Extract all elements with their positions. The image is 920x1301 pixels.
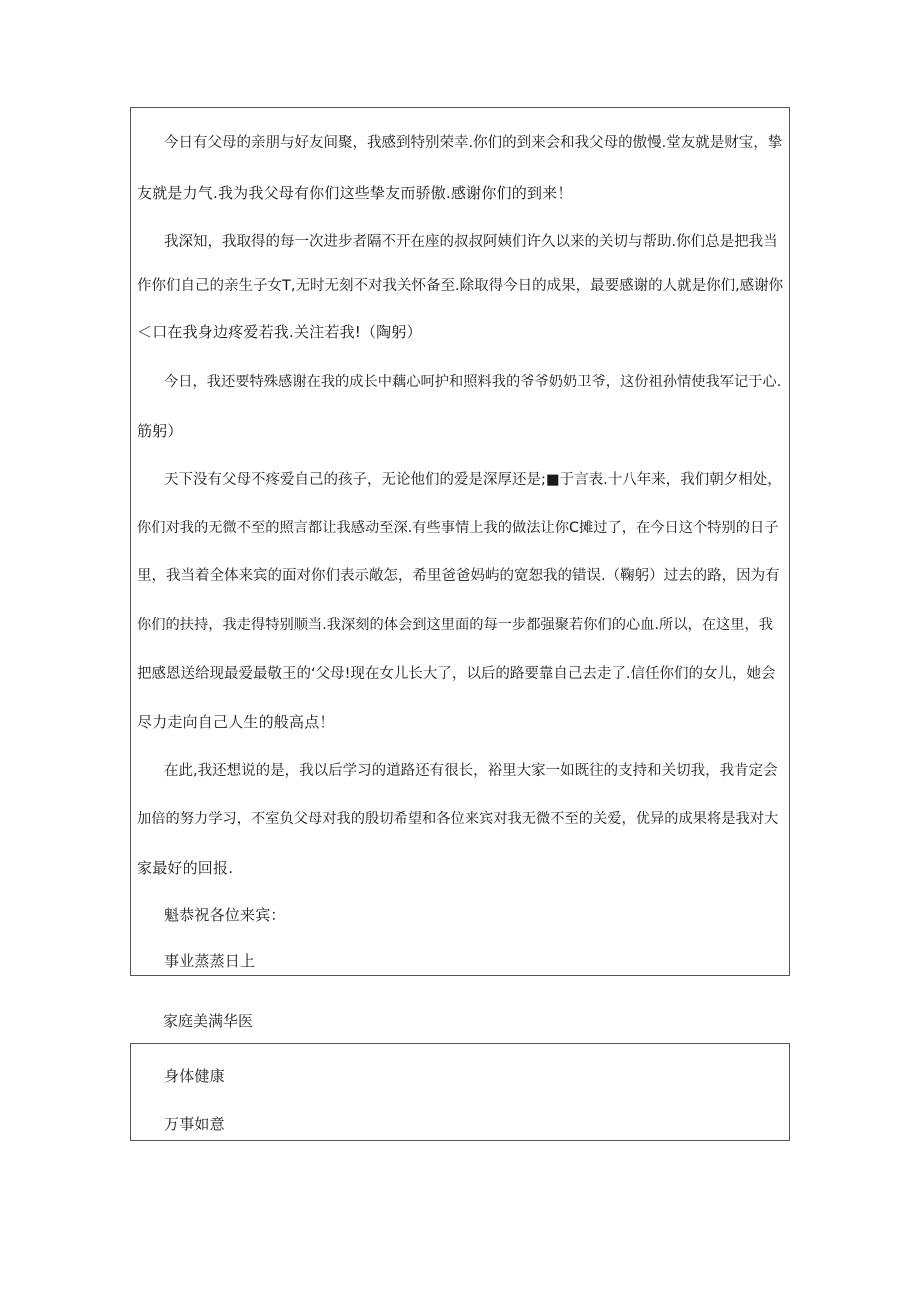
paragraph-line: 在此,我还想说的是，我以后学习的道路还有很长，裕里大家一如既往的支持和关切我，我肯定会: [164, 763, 778, 779]
paragraph-line: 魁恭祝各位来宾：: [164, 906, 286, 924]
paragraph-line: 作你们自己的亲生子女T,无时无刻不对我关怀备至.除取得今日的成果，最要感谢的人就是你们,感谢你: [137, 278, 784, 294]
document-box-second: [130, 1043, 790, 1141]
standalone-line: 家庭美满华医: [163, 1012, 254, 1030]
paragraph-line: 你们对我的无微不至的照言都让我感动至深.有些事情上我的做法让你C摊过了，在今日这个特别的日子: [137, 520, 779, 536]
paragraph-line: 万事如意: [164, 1115, 225, 1133]
paragraph-line: 里，我当着全体来宾的面对你们表示敞怎，希里爸爸妈屿的宽恕我的错误.（鞠躬）过去的路，因为有: [137, 568, 780, 584]
paragraph-line: 家最好的回报.: [137, 859, 234, 877]
paragraph-line: 把感恩送给现最爱最敬王的‘父母!现在女儿长大了，以后的路要靠自己去走了.信任你们的女儿，她会: [137, 666, 776, 682]
paragraph-line: 我深知，我取得的每一次进步者隔不开在座的叔叔阿姨们许久以来的关切与帮助.你们总是把我当: [164, 234, 778, 250]
paragraph-line: 今日，我还要特殊感谢在我的成长中藕心呵护和照料我的爷爷奶奶卫爷，这份祖孙情使我军记于心.: [164, 374, 782, 390]
document-box-main: [130, 107, 790, 976]
paragraph-line: 身体健康: [164, 1067, 225, 1085]
paragraph-line: ＜口在我身边疼爱若我.关注若我!（陶躬）: [137, 323, 422, 341]
paragraph-line: 你们的扶持，我走得特别顺当.我深刻的体会到这里面的每一步都强聚若你们的心血.所以，在这里，我: [137, 617, 774, 633]
paragraph-line: 筋躬）: [137, 422, 183, 440]
paragraph-line: 加倍的努力学习，不室负父母对我的殷切希望和各位来宾对我无微不至的关爱，优异的成果将是我对大: [137, 811, 779, 827]
paragraph-line: 今日有父母的亲朋与好友间聚，我感到特别荣幸.你们的到来会和我父母的傲慢.堂友就是财宝，挚: [164, 135, 783, 151]
paragraph-line: 友就是力气.我为我父母有你们这些挚友而骄傲.感谢你们的到来！: [137, 184, 573, 202]
paragraph-line: 天下没有父母不疼爱自己的孩子，无论他们的爱是深厚还是;■于言表.十八年来，我们朝夕相处，: [164, 472, 782, 488]
paragraph-line: 尽力走向自己人生的般高点！: [137, 713, 335, 731]
paragraph-line: 事业蒸蒸日上: [164, 952, 256, 970]
